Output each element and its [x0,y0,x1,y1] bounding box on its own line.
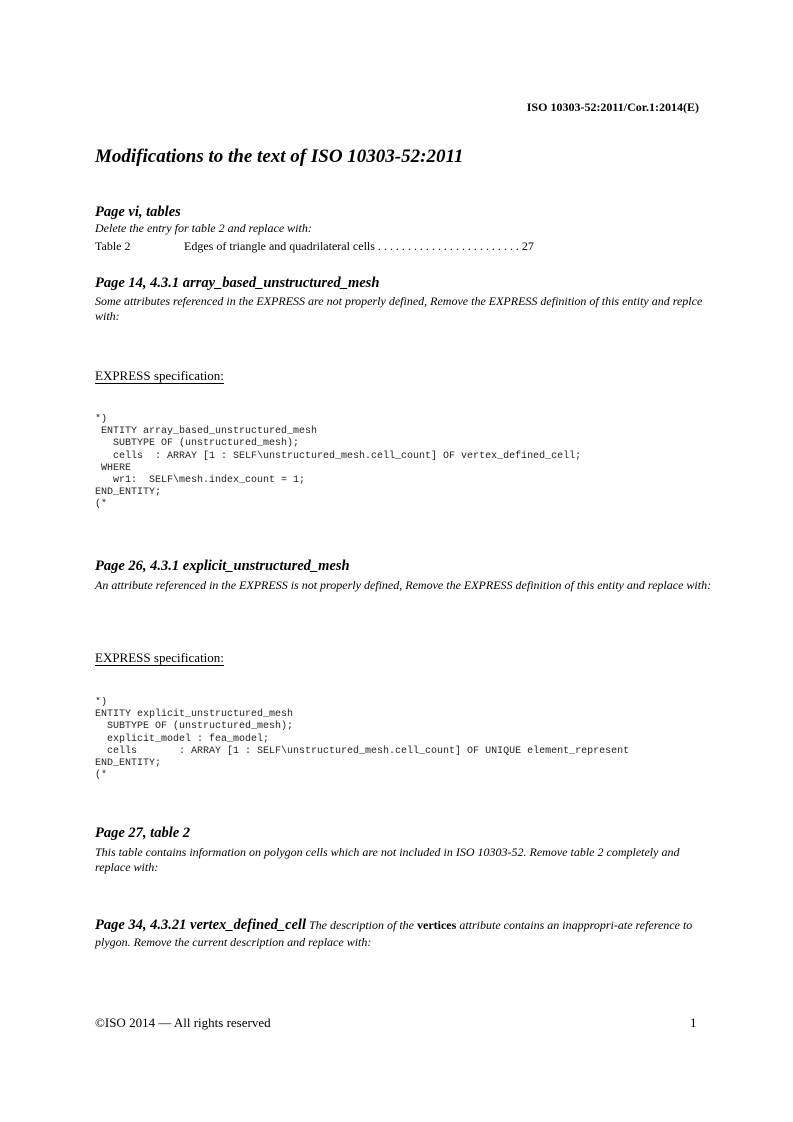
express-code-block: *) ENTITY array_based_unstructured_mesh SUBTYPE OF (unstructured_mesh); cells : ARRAY [1 : SELF\unstructured_mesh.cell_count] OF vertex_defined_cell; WHERE wr1: SELF\mesh.index_count = 1; END_ENTITY; (* [95,414,582,511]
section-instruction-page-14: Some attributes referenced in the EXPRESS are not properly defined, Remove the EXPRESS definition of this entity and replce with: [95,294,703,323]
section-heading-page-34: Page 34, 4.3.21 vertex_defined_cell [95,917,306,933]
footer-copyright: ©ISO 2014 — All rights reserved [95,1015,271,1030]
section-heading-page-26: Page 26, 4.3.1 explicit_unstructured_mesh [95,558,350,574]
attribute-name: vertices [417,918,457,932]
section-instruction-page-27: This table contains information on polygon cells which are not included in ISO 10303-52. Remove table 2 completely and replace with: [95,845,680,874]
express-label-text: EXPRESS specification: [95,368,224,383]
section-heading-page-vi: Page vi, tables [95,204,181,220]
express-label-text: EXPRESS specification: [95,650,224,665]
section-instruction-page-vi: Delete the entry for table 2 and replace with: [95,221,312,235]
instruction-pre: The description of the [309,918,414,932]
express-specification-label [95,368,224,384]
section-instruction-page-26: An attribute referenced in the EXPRESS is not properly defined, Remove the EXPRESS definition of this entity and replace with: [95,578,712,592]
toc-entry-label: Table 2 [95,239,131,253]
section-heading-page-27: Page 27, table 2 [95,825,191,841]
toc-entry-page: 27 [521,239,534,253]
section-heading-page-14: Page 14, 4.3.1 array_based_unstructured_mesh [95,275,380,291]
toc-entry-table-2 [95,239,534,254]
page-title: Modifications to the text of ISO 10303-52:2011 [95,146,464,167]
instruction-post: attribute contains an inappropri-ate reference to plygon. Remove the current description and replace with: [95,918,693,949]
document-id-header: ISO 10303-52:2011/Cor.1:2014(E) [526,100,699,114]
footer-page-number: 1 [690,1015,697,1030]
section-page-34 [95,917,715,951]
express-code-block: *) ENTITY explicit_unstructured_mesh SUBTYPE OF (unstructured_mesh); explicit_model : fea_model; cells : ARRAY [1 : SELF\unstructured_mesh.cell_count] OF UNIQUE element_represent END_ENTITY; (* [95,697,630,782]
express-specification-label [95,650,224,666]
toc-entry-dots: . . . . . . . . . . . . . . . . . . . . . . . . [374,239,522,253]
toc-entry-text: Edges of triangle and quadrilateral cells [184,239,375,253]
